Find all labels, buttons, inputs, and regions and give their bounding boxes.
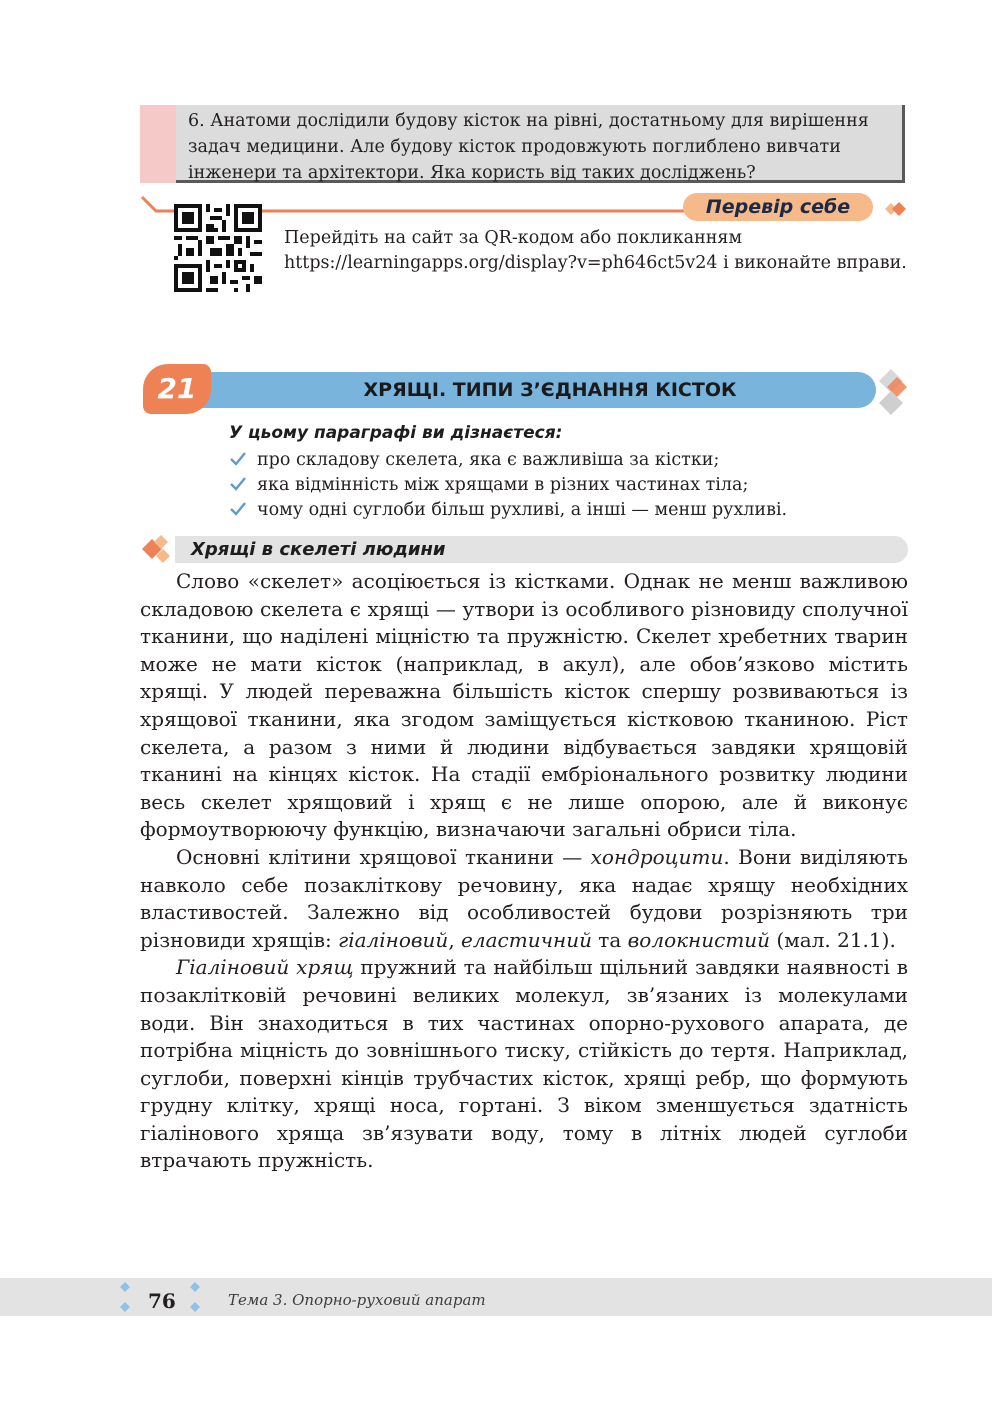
check-yourself-label: Перевір себе xyxy=(683,193,873,221)
paragraph: Слово «скелет» асоціюється із кістками. Однак не менш важливою складовою скелета є хрящі — утвори із особливого різновиду сполучної тканини, що наділені міцністю та пружністю. Скелет хребетних тварин може не мати кісток (наприклад, в акул), але обов’язково містить хрящі. У людей переважна більшість кісток спершу розвиваються із хрящової тканини, яка згодом заміщується кістковою тканиною. Ріст скелета, а разом з ними й людини відбувається завдяки хрящовій тканині на кінцях кісток. На стадії ембріонального розвитку людини весь скелет хрящовий і хрящ є не лише опорою, але й виконує формоутворюючу функцію, визначаючи загальні обриси тіла. xyxy=(140,569,908,842)
footer-topic: Тема 3. Опорно-руховий апарат xyxy=(228,1291,486,1309)
list-item xyxy=(229,448,787,473)
diamond-deco-icon xyxy=(877,197,909,221)
body-text xyxy=(140,568,908,1175)
paragraph: Гіаліновий хрящ пружний та найбільш щільний завдяки наявності в позаклітковій речовині великих молекул, зв’язаних із молекулами води. Він знаходиться в тих частинах опорно-рухового апарата, де потрібна міцність до зовнішнього тиску, стійкість до тертя. Наприклад, суглоби, поверхні кінців трубчастих кісток, хрящі ребр, що формують грудну клітку, хрящі носа, гортані. З віком зменшується здатність гіалінового хряща зв’язувати воду, тому в літніх людей суглоби втрачають пружність. xyxy=(140,955,908,1173)
diamond-deco-icon xyxy=(140,530,188,568)
learn-list xyxy=(229,448,787,523)
list-item xyxy=(229,498,787,523)
qr-instructions: Перейдіть на сайт за QR-кодом або покликанням https://learningapps.org/display?v=ph646ct5v24 і виконайте вправи. xyxy=(284,228,907,273)
chapter-title: ХРЯЩІ. ТИПИ З’ЄДНАННЯ КІСТОК xyxy=(363,379,737,401)
list-item xyxy=(229,473,787,498)
question-text: 6. Анатоми дослідили будову кісток на рівні, достатньому для вирішення задач медицини. Але будову кісток продовжують поглиблено вивчати інженери та архітектори. Яка користь від таких досліджень? xyxy=(188,111,869,183)
page-footer xyxy=(0,1278,992,1316)
page-number: 76 xyxy=(148,1289,176,1313)
question-box xyxy=(140,105,905,183)
section-title: Хрящі в скелеті людини xyxy=(191,539,446,560)
checkmark-icon xyxy=(229,501,247,517)
qr-code-icon[interactable] xyxy=(174,204,262,292)
checkmark-icon xyxy=(229,451,247,467)
chapter-number: 21 xyxy=(143,364,211,414)
learn-item-text: яка відмінність між хрящами в різних частинах тіла; xyxy=(257,475,749,495)
diamond-deco-icon xyxy=(873,363,913,421)
checkmark-icon xyxy=(229,476,247,492)
learn-heading: У цьому параграфі ви дізнаєтеся: xyxy=(229,423,563,443)
dots-deco-icon xyxy=(118,1282,132,1314)
dots-deco-icon xyxy=(188,1282,202,1314)
paragraph: Основні клітини хрящової тканини — хондроцити. Вони виділяють навколо себе позаклітковy речовину, яка надає хрящу необхідних властивостей. Залежно від особливостей будови розрізняють три різновиди хрящів: гіаліновий, еластичний та волокнистий (мал. 21.1). xyxy=(140,844,908,952)
learn-item-text: чому одні суглоби більш рухливі, а інші — менш рухливі. xyxy=(257,500,788,520)
learn-item-text: про складову скелета, яка є важливіша за кістки; xyxy=(257,450,720,470)
question-pink-strip xyxy=(140,105,176,183)
